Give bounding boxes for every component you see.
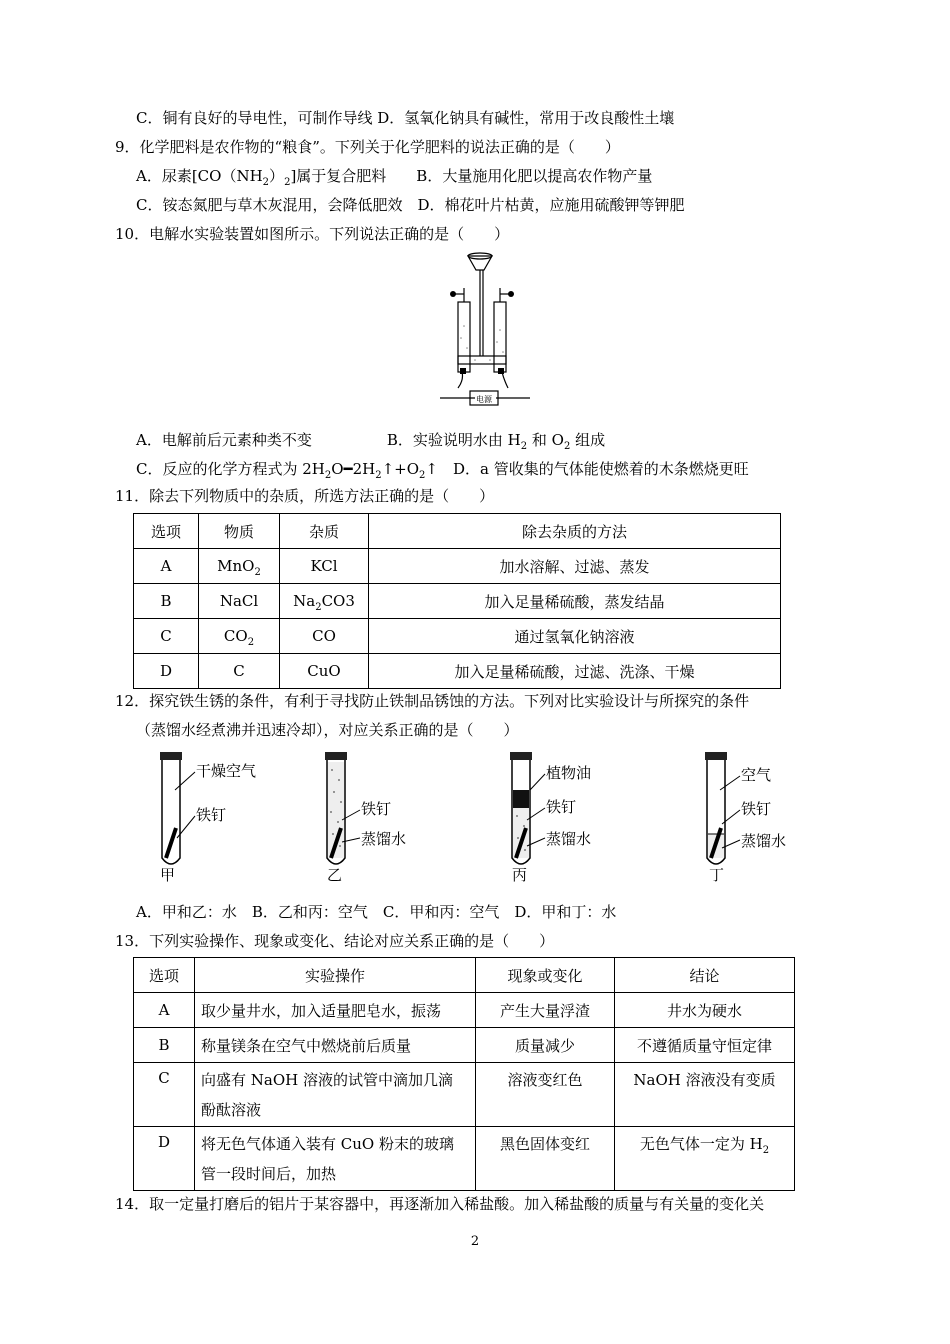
- test-tube-bing-figure: [500, 750, 630, 885]
- table-header: 结论: [615, 958, 795, 993]
- q10-option-cd: C．反应的化学方程式为 $2H_2O━2H_2↑+O_2↑$ D．a 管收集的气体能使燃着的木条燃烧更旺: [136, 460, 749, 481]
- q14-stem: 14．取一定量打磨后的铝片于某容器中，再逐渐加入稀盐酸。加入稀盐酸的质量与有关量的变化关: [115, 1195, 765, 1213]
- table-row: B NaCl $Na_2CO3$ 加入足量稀硫酸，蒸发结晶: [134, 584, 781, 619]
- table-row: A MnO$_2$ KCl 加水溶解、过滤、蒸发: [134, 549, 781, 584]
- q10-option-ab: A．电解前后元素种类不变 B．实验说明水由 $H_2$ 和 $O_2$ 组成: [136, 431, 606, 452]
- table-row: A 取少量井水，加入适量肥皂水，振荡 产生大量浮渣 井水为硬水: [134, 993, 795, 1028]
- table-header: 现象或变化: [476, 958, 615, 993]
- power-source-label: 电源: [476, 395, 492, 404]
- svg-text:铁钉: 铁钉: [741, 800, 772, 818]
- q12-stem: 12．探究铁生锈的条件，有利于寻找防止铁制品锈蚀的方法。下列对比实验设计与所探究的条件: [115, 692, 750, 710]
- svg-text:甲: 甲: [160, 866, 176, 884]
- svg-text:植物油: 植物油: [546, 764, 592, 782]
- svg-text:铁钉: 铁钉: [546, 798, 577, 816]
- svg-text:乙: 乙: [327, 866, 343, 884]
- q12-stem-cont: （蒸馏水经煮沸并迅速冷却），对应关系正确的是（ ）: [136, 721, 519, 739]
- q8-option-cd: C．铜有良好的导电性，可制作导线 D．氢氧化钠具有碱性，常用于改良酸性土壤: [136, 109, 675, 127]
- table-row: C 向盛有 NaOH 溶液的试管中滴加几滴 酚酞溶液 溶液变红色 NaOH 溶液没有变质: [134, 1063, 795, 1127]
- svg-text:蒸馏水: 蒸馏水: [361, 830, 407, 848]
- q9-stem: 9．化学肥料是农作物的“粮食”。下列关于化学肥料的说法正确的是（ ）: [115, 138, 620, 156]
- table-header: 选项: [134, 958, 195, 993]
- q10-stem: 10．电解水实验装置如图所示。下列说法正确的是（ ）: [115, 225, 510, 243]
- svg-text:蒸馏水: 蒸馏水: [546, 830, 592, 848]
- test-tube-yi-figure: [315, 750, 445, 885]
- test-tube-jia-figure: [150, 750, 280, 885]
- svg-text:干燥空气: 干燥空气: [196, 762, 257, 780]
- q13-stem: 13．下列实验操作、现象或变化、结论对应关系正确的是（ ）: [115, 932, 555, 950]
- svg-text:丁: 丁: [709, 866, 725, 884]
- svg-text:空气: 空气: [741, 766, 772, 784]
- test-tube-ding-figure: [695, 750, 825, 885]
- svg-text:铁钉: 铁钉: [361, 800, 392, 818]
- table-row: B 称量镁条在空气中燃烧前后质量 质量减少 不遵循质量守恒定律: [134, 1028, 795, 1063]
- svg-text:丙: 丙: [512, 866, 528, 884]
- table-header: 物质: [199, 514, 280, 549]
- q12-options: A．甲和乙：水 B．乙和丙：空气 C．甲和丙：空气 D．甲和丁：水: [136, 903, 617, 921]
- q11-table: [133, 513, 781, 689]
- q9-option-cd: C．铵态氮肥与草木灰混用，会降低肥效 D．棉花叶片枯黄，应施用硫酸钾等钾肥: [136, 196, 685, 214]
- table-header: 杂质: [280, 514, 369, 549]
- page-number: 2: [470, 1234, 480, 1249]
- q13-table: [133, 957, 795, 1191]
- table-row: D 将无色气体通入装有 CuO 粉末的玻璃 管一段时间后，加热 黑色固体变红 无色气体一定为 $H_2$: [134, 1127, 795, 1191]
- electrolysis-apparatus-figure: [430, 248, 540, 413]
- table-header: 除去杂质的方法: [369, 514, 781, 549]
- q9-option-ab: A．尿素$[CO(NH_2)_2]$属于复合肥料 B．大量施用化肥以提高农作物产量: [136, 167, 653, 188]
- svg-text:铁钉: 铁钉: [196, 806, 227, 824]
- table-row: D C CuO 加入足量稀硫酸，过滤、洗涤、干燥: [134, 654, 781, 689]
- svg-text:蒸馏水: 蒸馏水: [741, 832, 787, 850]
- q11-stem: 11．除去下列物质中的杂质，所选方法正确的是（ ）: [115, 487, 495, 505]
- table-header: 实验操作: [195, 958, 476, 993]
- table-row: C $CO_2$ CO 通过氢氧化钠溶液: [134, 619, 781, 654]
- table-header: 选项: [134, 514, 199, 549]
